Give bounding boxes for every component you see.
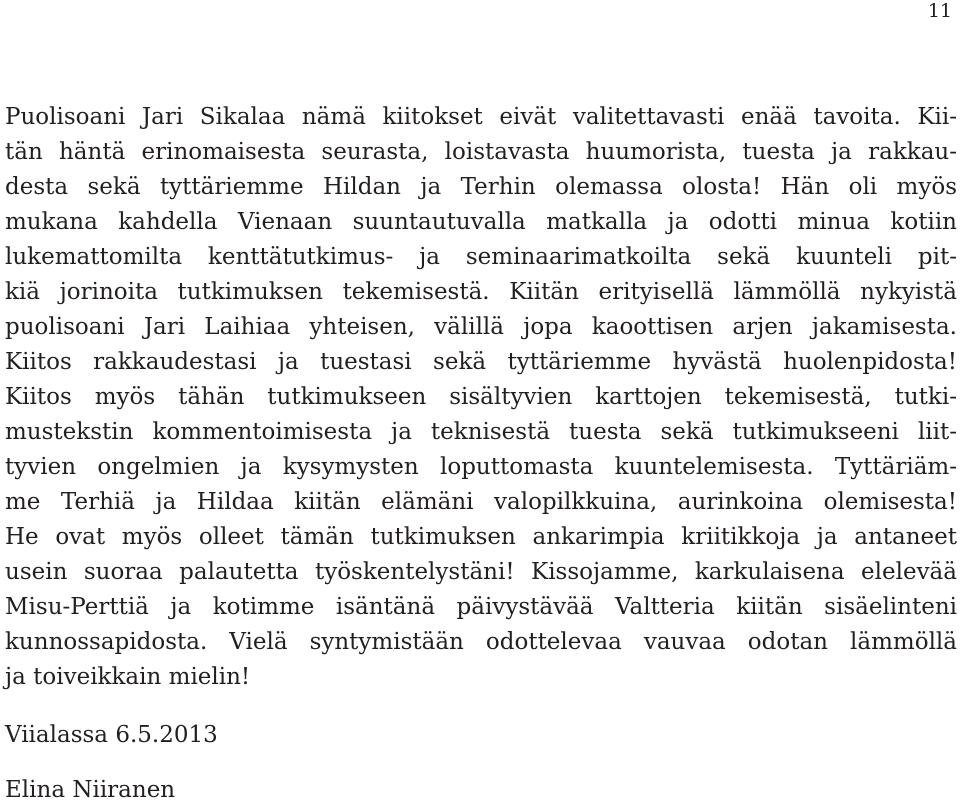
paragraph-line: lukemattomilta kenttätutkimus- ja seminaarimatkoilta sekä kuunteli pit- bbox=[5, 244, 957, 270]
page-number: 11 bbox=[927, 0, 952, 22]
paragraph-line: desta sekä tyttäriemme Hildan ja Terhin olemassa olosta! Hän oli myös bbox=[5, 174, 957, 200]
paragraph-line: puolisoani Jari Laihiaa yhteisen, välillä jopa kaoottisen arjen jakamisesta. bbox=[5, 314, 957, 340]
place-and-date: Viialassa 6.5.2013 bbox=[5, 722, 218, 748]
paragraph-line: me Terhiä ja Hildaa kiitän elämäni valopilkkuina, aurinkoina olemisesta! bbox=[5, 489, 957, 515]
paragraph-line: usein suoraa palautetta työskentelystäni! Kissojamme, karkulaisena elelevää bbox=[5, 559, 957, 585]
paragraph-line: Kiitos rakkaudestasi ja tuestasi sekä tyttäriemme hyvästä huolenpidosta! bbox=[5, 349, 957, 375]
paragraph-line: mustekstin kommentoimisesta ja teknisestä tuesta sekä tutkimukseeni liit- bbox=[5, 419, 957, 445]
paragraph-line: tyvien ongelmien ja kysymysten loputtomasta kuuntelemisesta. Tyttäriäm- bbox=[5, 454, 957, 480]
paragraph-line: Misu-Perttiä ja kotimme isäntänä päivystävää Valtteria kiitän sisäelinteni bbox=[5, 594, 957, 620]
paragraph-line: tän häntä erinomaisesta seurasta, loistavasta huumorista, tuesta ja rakkau- bbox=[5, 139, 957, 165]
paragraph-line: He ovat myös olleet tämän tutkimuksen ankarimpia kriitikkoja ja antaneet bbox=[5, 524, 957, 550]
paragraph-line-last: ja toiveikkain mielin! bbox=[5, 664, 251, 690]
paragraph-line: kunnossapidosta. Vielä syntymistään odottelevaa vauvaa odotan lämmöllä bbox=[5, 629, 957, 655]
acknowledgements-paragraph bbox=[5, 100, 957, 695]
paragraph-line: Puolisoani Jari Sikalaa nämä kiitokset eivät valitettavasti enää tavoita. Kii- bbox=[5, 104, 957, 130]
paragraph-line: Kiitos myös tähän tutkimukseen sisältyvien karttojen tekemisestä, tutki- bbox=[5, 384, 957, 410]
author-signature: Elina Niiranen bbox=[5, 777, 176, 803]
paragraph-line: mukana kahdella Vienaan suuntautuvalla matkalla ja odotti minua kotiin bbox=[5, 209, 957, 235]
paragraph-line: kiä jorinoita tutkimuksen tekemisestä. Kiitän erityisellä lämmöllä nykyistä bbox=[5, 279, 957, 305]
